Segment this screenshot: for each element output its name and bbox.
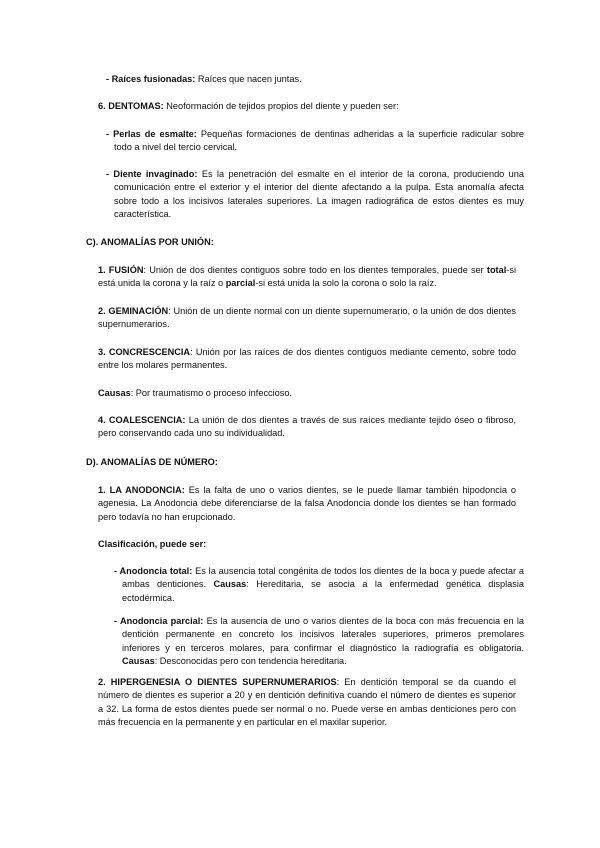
item-geminacion: 2. GEMINACIÓN: Unión de un diente normal con un diente supernumerario, o la unión de dos dientes supernumerarios. [98, 306, 516, 330]
clasificacion-label: Clasificación, puede ser: [98, 539, 207, 549]
item-dentomas: 6. DENTOMAS: Neoformación de tejidos propios del diente y pueden ser: [98, 101, 399, 111]
section-heading-union: C). ANOMALÍAS POR UNIÓN: [86, 237, 214, 247]
item-diente-invaginado: - Diente invaginado: Es la penetración del esmalte en el interior de la corona, produciendo una comunicación entre el exterior y el interior del diente afectando a la pulpa. Esta anomalía afecta sobre todo a los incisivos laterales superiores. La imagen radiográfica de estos dientes es muy característica. [106, 169, 524, 220]
item-fusion: 1. FUSIÓN: Unión de dos dientes contiguos sobre todo en los dientes temporales, puede ser total-si está unida la corona y la raíz o parcial-si está unida la solo la corona o solo la raíz. [98, 265, 516, 289]
item-anodoncia: 1. LA ANODONCIA: Es la falta de uno o varios dientes, se le puede llamar también hipodoncia o agenesia. La Anodoncia debe diferenciarse de la falsa Anodoncia donde los dientes se han formado pero todavía no han erupcionado. [98, 485, 517, 522]
item-anodoncia-parcial: - Anodoncia parcial: Es la ausencia de uno o varios dientes de la boca con más frecuencia en la dentición permanente en concreto los incisivos laterales superiores, primeros premolares inferiores y en terceros molares, para confirmar el diagnóstico la radiografía es obligatoria. Causas: Desconocidas pero con tendencia hereditaria. [114, 616, 524, 667]
item-coalescencia: 4. COALESCENCIA: La unión de dos dientes a través de sus raíces mediante tejido óseo o fibroso, pero conservando cada uno su individualidad. [98, 415, 516, 439]
item-concrescencia: 3. CONCRESCENCIA: Unión por las raíces de dos dientes contiguos mediante cemento, sobre todo entre los molares permanentes. [98, 347, 516, 371]
item-hipergenesia: 2. HIPERGENESIA O DIENTES SUPERNUMERARIOS: En dentición temporal se da cuando el número de dientes es superior a 20 y en dentición definitiva cuando el número de dientes es superior a 32. La forma de estos dientes puede ser normal o no. Puede verse en ambas denticiones pero con más frecuencia en la permanente y en particular en el maxilar superior. [98, 677, 516, 728]
item-raices-fusionadas: - Raíces fusionadas: Raíces que nacen juntas. [106, 74, 302, 84]
item-perlas-de-esmalte: - Perlas de esmalte: Pequeñas formaciones de dentinas adheridas a la superficie radicular sobre todo a nivel del tercio cervical. [106, 129, 524, 153]
section-heading-numero: D). ANOMALÍAS DE NÚMERO: [86, 457, 218, 467]
item-anodoncia-total: - Anodoncia total: Es la ausencia total congénita de todos los dientes de la boca y puede afectar a ambas denticiones. Causas: Hereditaria, se asocia a la enfermedad genética displasia ectodérmica. [114, 566, 525, 603]
item-causas-traumatismo: Causas: Por traumatismo o proceso infeccioso. [98, 388, 293, 398]
